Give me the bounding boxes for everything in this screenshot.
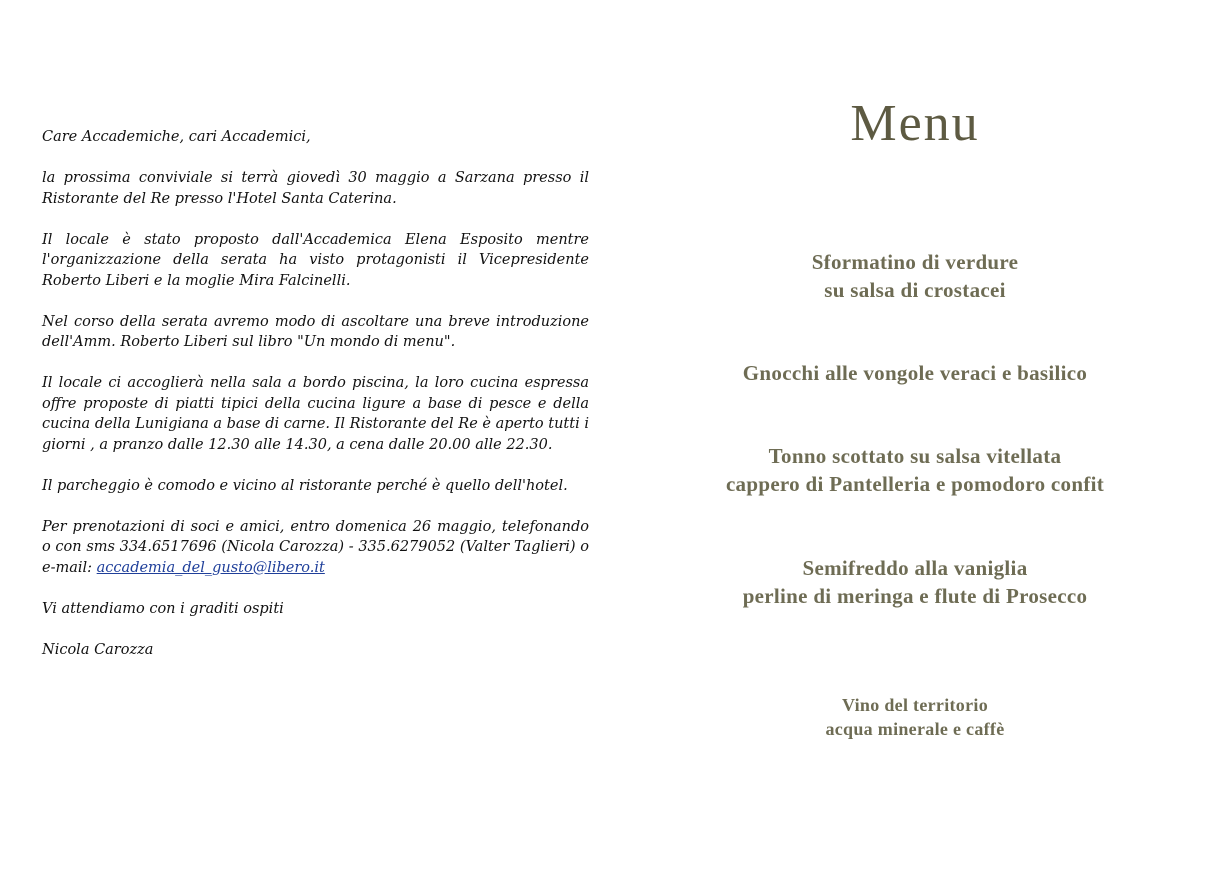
menu-course-dessert xyxy=(640,554,1190,610)
letter-paragraph-reservations xyxy=(42,517,589,579)
letter-paragraph-introduction: Nel corso della serata avremo modo di ascoltare una breve introduzione dell'Amm. Roberto Liberi sul libro "Un mondo di menu". xyxy=(42,313,589,350)
letter-paragraph-venue: Il locale ci accoglierà nella sala a bordo piscina, la loro cucina espressa offre proposte di piatti tipici della cucina ligure a base di pesce e della cucina della Lunigiana a base di carne. Il Ristorante del Re è aperto tutti i giorni , a pranzo dalle 12.30 alle 14.30, a cena dalle 20.00 alle 22.30. xyxy=(42,375,589,453)
menu-course-drinks xyxy=(640,693,1190,741)
menu-course-line: cappero di Pantelleria e pomodoro confit xyxy=(725,472,1105,496)
letter-closing: Vi attendiamo con i graditi ospiti xyxy=(42,600,284,617)
letter-paragraph-event: la prossima conviviale si terrà giovedì 30 maggio a Sarzana presso il Ristorante del Re presso l'Hotel Santa Caterina. xyxy=(42,170,589,207)
menu-course-starter xyxy=(640,248,1190,304)
menu-course-line: Gnocchi alle vongole veraci e basilico xyxy=(742,361,1088,385)
menu-course-first xyxy=(640,359,1190,387)
email-link[interactable]: accademia_del_gusto@libero.it xyxy=(96,559,325,576)
menu-course-line: Tonno scottato su salsa vitellata xyxy=(768,444,1062,468)
menu-course-main xyxy=(640,442,1190,498)
menu-course-line: Vino del territorio xyxy=(842,695,988,715)
letter-paragraph-parking: Il parcheggio è comodo e vicino al ristorante perché è quello dell'hotel. xyxy=(42,477,568,494)
menu-course-line: perline di meringa e flute di Prosecco xyxy=(742,584,1088,608)
letter-greeting: Care Accademiche, cari Accademici, xyxy=(42,129,311,145)
reservation-text: Per prenotazioni di soci e amici, entro domenica 26 maggio, telefonando o con sms 334.6517696 (Nicola Carozza) - 335.6279052 (Valter Taglieri) o e-mail: xyxy=(42,518,589,576)
menu-course-line: Sformatino di verdure xyxy=(811,250,1019,274)
invitation-letter xyxy=(42,127,589,681)
menu-title: Menu xyxy=(850,95,980,152)
letter-paragraph-organization: Il locale è stato proposto dall'Accademica Elena Esposito mentre l'organizzazione della serata ha visto protagonisti il Vicepresidente Roberto Liberi e la moglie Mira Falcinelli. xyxy=(42,231,589,289)
letter-signature: Nicola Carozza xyxy=(42,641,154,658)
menu-course-line: Semifreddo alla vaniglia xyxy=(802,556,1028,580)
menu-course-line: acqua minerale e caffè xyxy=(825,719,1005,739)
menu-course-line: su salsa di crostacei xyxy=(824,278,1006,302)
